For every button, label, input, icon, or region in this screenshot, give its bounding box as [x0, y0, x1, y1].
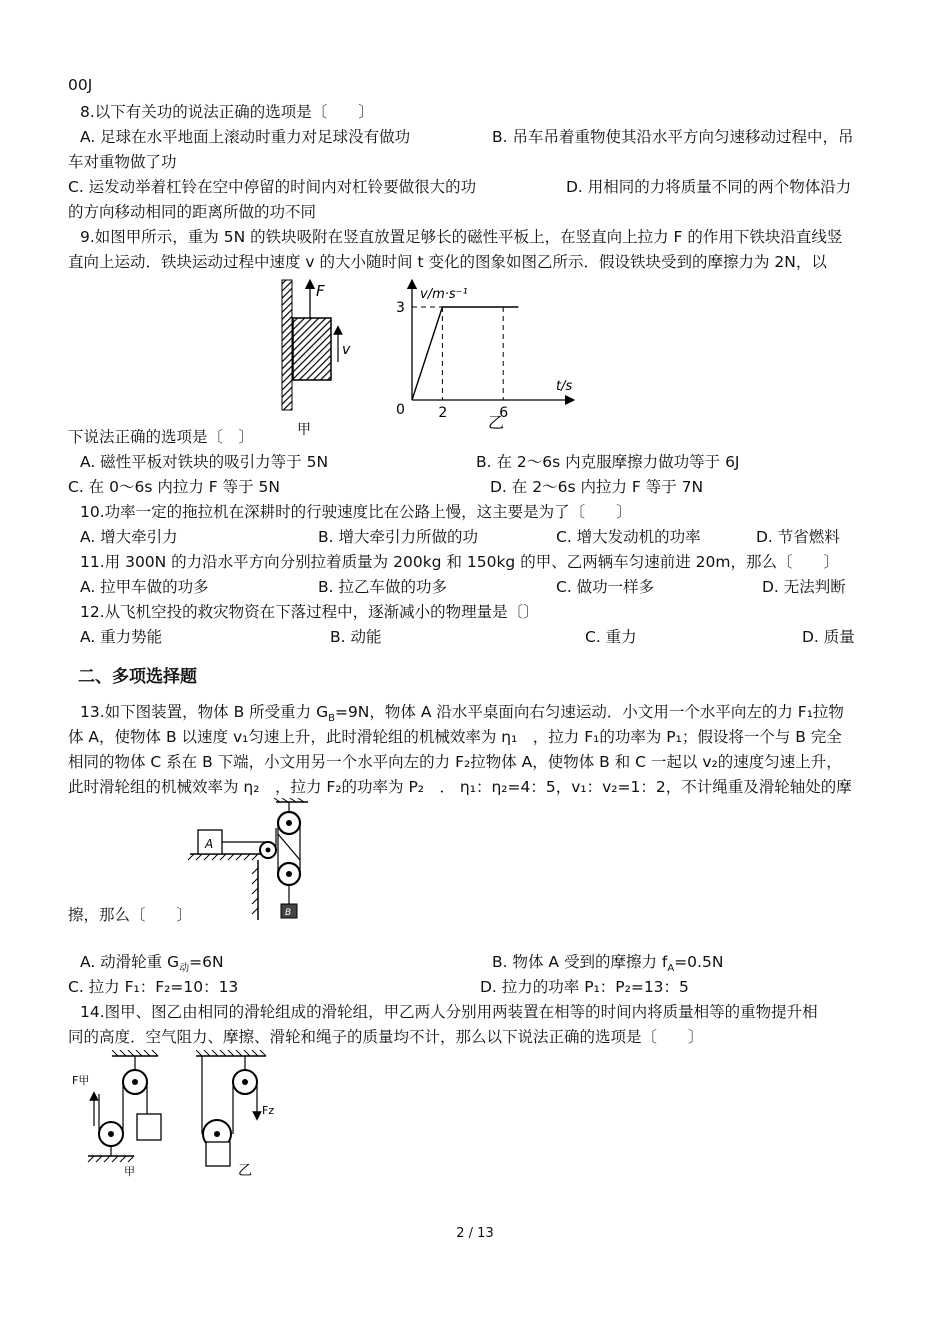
q14-stem-line1: 14.图甲、图乙由相同的滑轮组成的滑轮组，甲乙两人分别用两装置在相等的时间内将质量相等的重物提升相	[80, 1003, 818, 1021]
q10-option-a: A. 增大牵引力	[80, 528, 178, 546]
q13-option-b: B. 物体 A 受到的摩擦力 $f_A=0.5N$	[492, 953, 724, 975]
figure-yi-caption: 乙	[488, 413, 505, 432]
q13-stem-line4: 此时滑轮组的机械效率为 η₂ ，拉力 F₂的功率为 P₂ ． η₁：η₂=4：5，v₁：v₂=1：2，不计绳重及滑轮轴处的摩	[68, 778, 852, 796]
x-axis-label: t/s	[556, 379, 573, 394]
q8-stem: 8.以下有关功的说法正确的选项是〔 〕	[80, 103, 374, 121]
q11-option-c: C. 做功一样多	[556, 578, 655, 596]
q13-stem-line2: 体 A，使物体 B 以速度 v₁匀速上升，此时滑轮组的机械效率为 η₁ ，拉力 F₁的功率为 P₁；假设将一个与 B 完全	[68, 728, 842, 746]
q11-option-d: D. 无法判断	[762, 578, 846, 596]
q9-figure-jia	[270, 274, 360, 440]
q13-figure	[188, 798, 318, 924]
q10-option-d: D. 节省燃料	[756, 528, 840, 546]
q8-option-d-line2: 的方向移动相同的距离所做的功不同	[68, 203, 317, 221]
q12-option-c: C. 重力	[585, 628, 637, 646]
page-number: 2 / 13	[456, 1226, 494, 1241]
q10-stem: 10.功率一定的拖拉机在深耕时的行驶速度比在公路上慢，这主要是为了〔 〕	[80, 503, 632, 521]
q9-option-d: D. 在 2～6s 内拉力 F 等于 7N	[490, 478, 704, 496]
force-label: F	[316, 282, 325, 300]
q13-stem-line5: 擦，那么〔 〕	[68, 906, 193, 924]
q13-stem-line3: 相同的物体 C 系在 B 下端，小文用另一个水平向左的力 F₂拉物体 A，使物体 B 和 C 一起以 v₂的速度匀速上升，	[68, 753, 842, 771]
figure-yi-caption-q14: 乙	[238, 1163, 252, 1179]
q8-option-c: C. 运发动举着杠铃在空中停留的时间内对杠铃要做很大的功	[68, 178, 477, 196]
q9-stem-line1: 9.如图甲所示，重为 5N 的铁块吸附在竖直放置足够长的磁性平板上，在竖直向上拉力 F 的作用下铁块沿直线竖	[80, 228, 843, 246]
q11-option-a: A. 拉甲车做的功多	[80, 578, 209, 596]
y-axis-label: v/m·s⁻¹	[420, 287, 468, 302]
q12-stem: 12.从飞机空投的救灾物资在下落过程中，逐渐减小的物理量是〔〕	[80, 603, 539, 621]
q9-option-c: C. 在 0～6s 内拉力 F 等于 5N	[68, 478, 280, 496]
velocity-series-line	[412, 307, 518, 400]
q13-option-a: A. 动滑轮重 $G_动=6N$	[80, 953, 224, 975]
q12-option-a: A. 重力势能	[80, 628, 163, 646]
yi-weight	[206, 1142, 230, 1166]
q10-option-c: C. 增大发动机的功率	[556, 528, 701, 546]
block-b-label: B	[285, 908, 292, 918]
q8-option-b-line1: B. 吊车吊着重物使其沿水平方向匀速移动过程中，吊	[492, 128, 854, 146]
q9-option-b: B. 在 2～6s 内克服摩擦力做功等于 6J	[476, 453, 740, 471]
x-tick-6: 6	[499, 405, 509, 421]
q8-option-b-line2: 车对重物做了功	[68, 153, 177, 171]
q8-option-d-line1: D. 用相同的力将质量不同的两个物体沿力	[566, 178, 852, 196]
x-tick-2: 2	[438, 405, 448, 421]
q13-stem-line1: 13.如下图装置，物体 B 所受重力 $G_B=9N$，物体 A 沿水平桌面向右匀速运动．小文用一个水平向左的力 F₁拉物	[80, 703, 844, 725]
q13-option-d: D. 拉力的功率 P₁：P₂=13：5	[480, 978, 689, 996]
q11-stem: 11.用 300N 的力沿水平方向分别拉着质量为 200kg 和 150kg 的甲、乙两辆车匀速前进 20m，那么〔 〕	[80, 553, 839, 571]
f-yi-label: Fz	[262, 1104, 275, 1117]
q9-stem-line3: 下说法正确的选项是〔 〕	[68, 428, 255, 446]
q9-option-a: A. 磁性平板对铁块的吸引力等于 5N	[80, 453, 329, 471]
origin-label: 0	[396, 402, 405, 418]
q12-option-b: B. 动能	[330, 628, 382, 646]
y-tick-3: 3	[396, 300, 405, 316]
q9-figure-yi-chart	[390, 276, 580, 436]
q11-option-b: B. 拉乙车做的功多	[318, 578, 447, 596]
magnetic-board	[282, 280, 292, 410]
jia-weight	[137, 1114, 161, 1140]
figure-jia-caption: 甲	[297, 422, 311, 438]
q13-option-c: C. 拉力 F₁：F₂=10：13	[68, 978, 239, 996]
section-title: 二、多项选择题	[78, 667, 197, 687]
velocity-label: v	[342, 342, 351, 358]
figure-jia-caption-q14: 甲	[124, 1165, 135, 1178]
q10-option-b: B. 增大牵引力所做的功	[318, 528, 478, 546]
q14-stem-line2: 同的高度．空气阻力、摩擦、滑轮和绳子的质量均不计，那么以下说法正确的选项是〔 〕	[68, 1028, 704, 1046]
f-jia-label: F甲	[72, 1074, 90, 1087]
top-fragment: 00J	[68, 76, 93, 94]
q12-option-d: D. 质量	[802, 628, 855, 646]
q8-option-a: A. 足球在水平地面上滚动时重力对足球没有做功	[80, 128, 411, 146]
block-a-label: A	[205, 837, 214, 851]
q14-figure	[66, 1050, 296, 1180]
q9-stem-line2: 直向上运动．铁块运动过程中速度 v 的大小随时间 t 变化的图象如图乙所示．假设铁块受到的摩擦力为 2N，以	[68, 253, 827, 271]
iron-block	[293, 318, 331, 380]
